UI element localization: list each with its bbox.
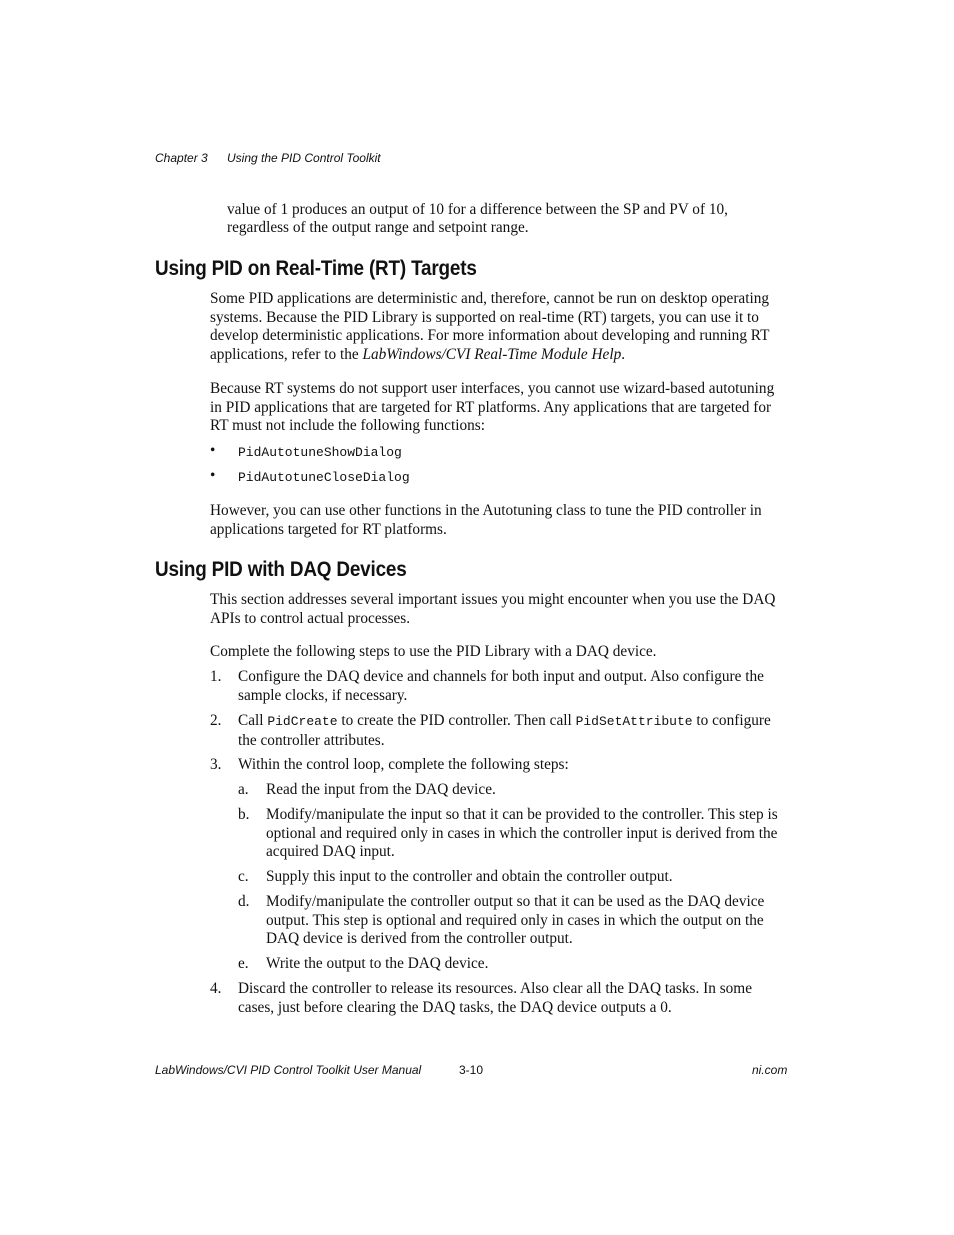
step-2-text-a: Call (238, 712, 268, 729)
footer-page-number: 3-10 (459, 1063, 484, 1077)
daq-paragraph-1: This section addresses several important issues you might encounter when you use the DAQ APIs to control actual processes. (210, 591, 776, 627)
function-name-show-dialog: PidAutotuneShowDialog (238, 445, 402, 460)
step-text: Discard the controller to release its resources. Also clear all the DAQ tasks. In some cases, just before clearing the DAQ tasks, the DAQ device outputs a 0. (238, 980, 752, 1016)
substep-letter: e. (238, 955, 249, 972)
substep-text: Supply this input to the controller and obtain the controller output. (266, 868, 673, 885)
section-heading-daq-devices: Using PID with DAQ Devices (155, 558, 407, 581)
substep-text: Write the output to the DAQ device. (266, 955, 489, 972)
rt-paragraph-3: However, you can use other functions in the Autotuning class to tune the PID controller in applications targeted for RT platforms. (210, 502, 762, 538)
step-number: 4. (210, 980, 222, 997)
step-number: 1. (210, 668, 222, 685)
substep-letter: a. (238, 781, 249, 798)
step-number: 2. (210, 712, 222, 729)
rt-paragraph-2: Because RT systems do not support user interfaces, you cannot use wizard-based autotuning in PID applications that are targeted for RT platforms. Any applications that are targeted for RT must not include the following functions: (210, 380, 775, 435)
step-number: 3. (210, 756, 222, 773)
bullet-marker: • (210, 442, 216, 459)
code-pidcreate: PidCreate (267, 714, 338, 729)
step-2-text-c: to configure the controller attributes. (238, 712, 771, 749)
daq-paragraph-2: Complete the following steps to use the PID Library with a DAQ device. (210, 643, 657, 660)
step-text: Within the control loop, complete the following steps: (238, 756, 569, 773)
substep-letter: d. (238, 893, 250, 910)
substep-letter: b. (238, 806, 250, 823)
rt-paragraph-1-text: Some PID applications are deterministic and, therefore, cannot be run on desktop operating systems. Because the PID Library is supported on real-time (RT) targets, you can use it to develop deterministic applications. For more information about developing and running RT applications, refer to the (210, 290, 770, 363)
intro-line-1: value of 1 produces an output of 10 for a difference between the SP and PV of 10, (227, 201, 728, 218)
footer-site: ni.com (752, 1063, 788, 1077)
step-text (238, 712, 786, 750)
rt-module-help-reference: LabWindows/CVI Real-Time Module Help (362, 345, 622, 363)
substep-letter: c. (238, 868, 249, 885)
substep-text: Modify/manipulate the input so that it can be provided to the controller. This step is optional and required only in cases in which the controller input is derived from the acquired DAQ input. (266, 806, 778, 861)
step-2-text-b: to create the PID controller. Then call (337, 712, 576, 729)
running-header-title: Using the PID Control Toolkit (227, 151, 381, 165)
step-text: Configure the DAQ device and channels for both input and output. Also configure the sample clocks, if necessary. (238, 668, 764, 704)
section-heading-rt-targets: Using PID on Real-Time (RT) Targets (155, 257, 477, 280)
function-name-close-dialog: PidAutotuneCloseDialog (238, 470, 410, 485)
rt-paragraph-1-end: . (621, 345, 626, 363)
code-pidsetattribute: PidSetAttribute (575, 714, 693, 729)
intro-line-2: regardless of the output range and setpoint range. (227, 219, 529, 236)
running-header-chapter: Chapter 3 (155, 151, 208, 165)
rt-paragraph-1 (210, 290, 785, 364)
footer-manual-title: LabWindows/CVI PID Control Toolkit User Manual (155, 1063, 422, 1077)
substep-text: Read the input from the DAQ device. (266, 781, 496, 798)
substep-text: Modify/manipulate the controller output so that it can be used as the DAQ device output. This step is optional and required only in cases in which the output on the DAQ device is derived from the controller output. (266, 893, 765, 948)
bullet-marker: • (210, 467, 216, 484)
